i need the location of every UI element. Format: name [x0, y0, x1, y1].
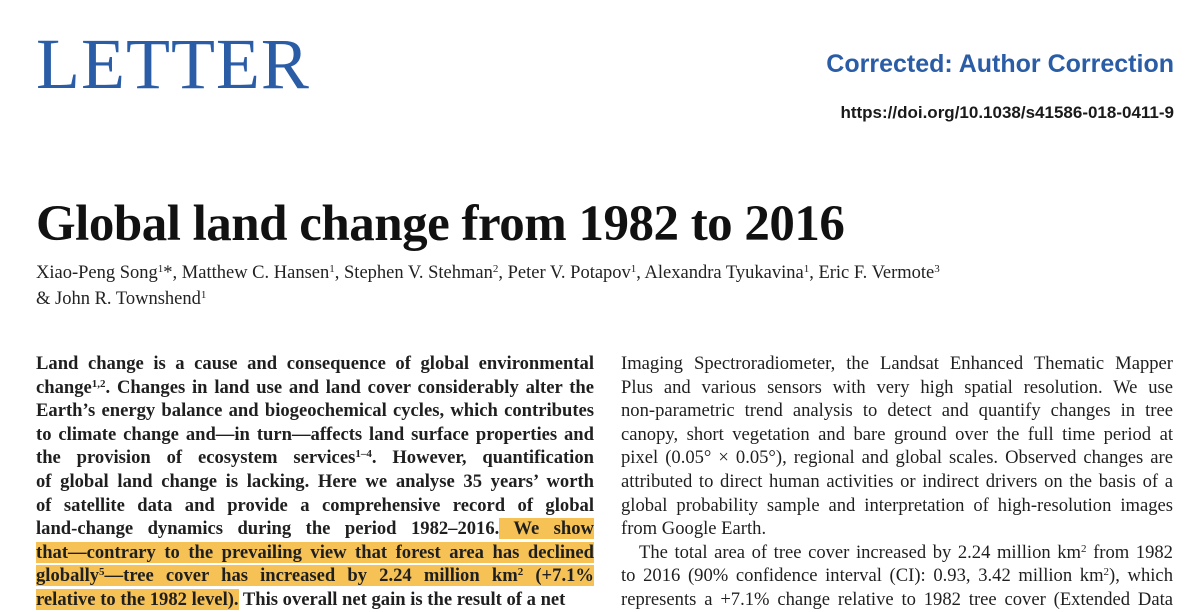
author-name[interactable]: Xiao-Peng Song	[36, 263, 158, 283]
abstract-line: land-change dynamics during the period 1982–2016. We show	[36, 518, 594, 540]
superscript: 2	[517, 566, 524, 579]
abstract-line	[36, 564, 594, 588]
abstract-line: change$^{1,2}$. Changes in land use and land cover considerably alter the	[36, 376, 594, 398]
author-name[interactable]: Peter V. Potapov	[507, 263, 631, 283]
article-type-label: LETTER	[36, 24, 310, 104]
author-name[interactable]: John R. Townshend	[55, 289, 201, 309]
author-affiliation: 1	[200, 289, 207, 301]
abstract-line: of satellite data and provide a comprehensive record of global	[36, 494, 594, 516]
body-line: non-parametric trend analysis to detect and quantify changes in tree	[621, 400, 1173, 422]
abstract-line: Land change is a cause and consequence of global environmental	[36, 353, 594, 374]
author-name[interactable]: Matthew C. Hansen	[181, 263, 330, 283]
superscript: 2	[1081, 542, 1087, 555]
highlighted-text[interactable]: globally$^5$—tree cover has increased by 2.24 million $km^2$ (+7.1%	[36, 565, 594, 587]
abstract-line: the provision of ecosystem services$^{1-4}$. However, quantification	[36, 447, 594, 469]
abstract-line: relative to the 1982 level). This overall net gain is the result of a net	[36, 588, 566, 610]
body-line: attributed to direct human activities or indirect drivers on the basis of a	[621, 470, 1173, 492]
body-line: to 2016 (90% confidence interval (CI): 0.93, 3.42 million $km^2$), which	[621, 565, 1173, 587]
author-affiliation: 2	[492, 263, 499, 275]
author-list: Xiao-Peng Song$^1$*, Matthew C. Hansen$^1$, Stephen V. Stehman$^2$, Peter V. Potapov$^1$, Alexandra Tyukavina$^1$, Eric F. Vermote$^3$ & John R. Townshend$^1$	[36, 263, 940, 309]
body-line: pixel (0.05° × 0.05°), regional and global scales. Observed changes are	[621, 447, 1173, 469]
author-affiliation: 1	[803, 263, 810, 275]
abstract-line: of global land change is lacking. Here we analyse 35 years’ worth	[36, 470, 594, 492]
author-affiliation: 1	[329, 263, 335, 275]
body-line: Imaging Spectroradiometer, the Landsat Enhanced Thematic Mapper	[621, 353, 1173, 374]
highlighted-text[interactable]: We show	[499, 518, 594, 540]
citation-ref[interactable]: 1,2	[91, 377, 106, 390]
body-line: global probability sample and interpretation of high-resolution images	[621, 494, 1173, 516]
author-name[interactable]: Eric F. Vermote	[818, 263, 935, 283]
body-line: from Google Earth.	[621, 518, 767, 540]
corresponding-author-mark: *	[163, 263, 173, 283]
citation-ref[interactable]: 5	[99, 566, 105, 579]
body-line: Plus and various sensors with very high spatial resolution. We use	[621, 376, 1173, 398]
body-line: canopy, short vegetation and bare ground over the full time period at	[621, 423, 1173, 445]
author-affiliation: 1	[157, 263, 164, 275]
highlighted-text[interactable]: relative to the 1982 level).	[36, 588, 239, 610]
abstract-line: Earth’s energy balance and biogeochemical cycles, which contributes	[36, 400, 594, 422]
body-column	[621, 352, 1173, 612]
highlighted-text[interactable]: that—contrary to the prevailing view that forest area has declined	[36, 541, 594, 563]
superscript: 2	[1103, 566, 1110, 579]
author-affiliation: 1	[630, 263, 637, 275]
correction-link[interactable]: Corrected: Author Correction	[826, 50, 1174, 78]
author-name[interactable]: Stephen V. Stehman	[344, 263, 493, 283]
author-affiliation: 3	[934, 263, 940, 275]
paper-title: Global land change from 1982 to 2016	[36, 196, 845, 252]
author-name[interactable]: Alexandra Tyukavina	[644, 263, 804, 283]
body-line: The total area of tree cover increased by 2.24 million $km^2$ from 1982	[639, 541, 1173, 563]
abstract-line	[36, 541, 594, 565]
abstract-line: to climate change and—in turn—affects land surface properties and	[36, 423, 594, 445]
body-line: represents a +7.1% change relative to 1982 tree cover (Extended Data	[621, 588, 1173, 610]
citation-ref[interactable]: 1–4	[355, 448, 372, 461]
doi-link[interactable]: https://doi.org/10.1038/s41586-018-0411-9	[840, 103, 1174, 122]
abstract-column	[36, 352, 594, 612]
